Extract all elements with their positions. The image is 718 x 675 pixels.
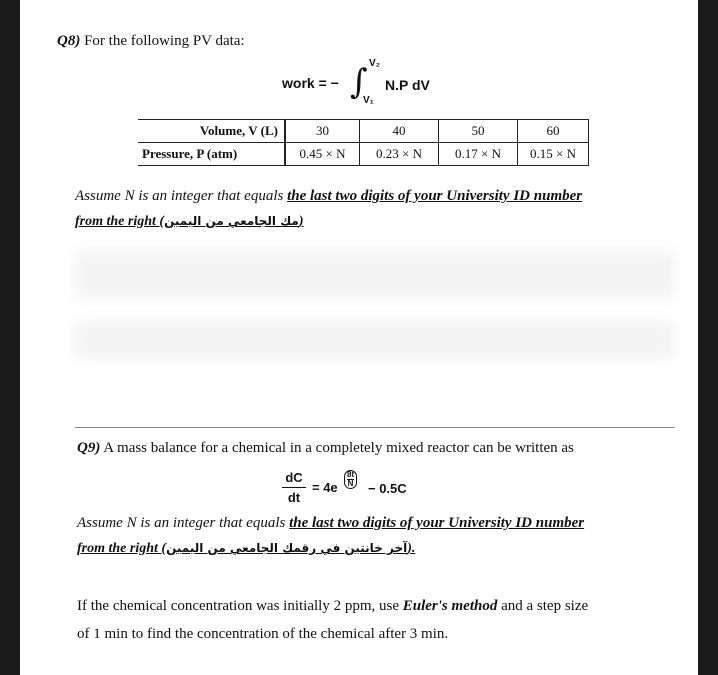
volume-label: Volume, V (L) <box>138 120 285 143</box>
q9-number: Q9) <box>77 440 101 456</box>
eq-rhs-a: = 4e <box>312 480 338 495</box>
pressure-cell: 0.15 × N <box>518 143 589 166</box>
q8-from-right-line <box>75 214 304 230</box>
pressure-cell: 0.17 × N <box>439 143 518 166</box>
pressure-label: Pressure, P (atm) <box>138 143 285 166</box>
eq-fraction-bar <box>282 487 306 488</box>
pressure-cell: 0.23 × N <box>360 143 439 166</box>
q9-arabic-text: آخر خانتين في رقمك الجامعي من اليمين <box>166 541 408 555</box>
q9-task-line1 <box>77 598 588 615</box>
q8-from-right: from the right ( <box>75 214 165 229</box>
eq-exp-num: 8t <box>347 470 355 479</box>
integral-upper-limit: V₂ <box>369 58 381 69</box>
pv-table <box>138 119 589 166</box>
q9-heading <box>77 440 574 457</box>
q9-assume-prefix: Assume N is an integer that equals <box>77 515 290 531</box>
divider <box>75 427 675 428</box>
table-row <box>138 120 589 143</box>
volume-cell: 40 <box>360 120 439 143</box>
blurred-region <box>75 250 675 300</box>
q8-arabic-text: مك الجامعي من اليمين <box>164 214 299 228</box>
q8-prompt: For the following PV data: <box>84 33 245 49</box>
q9-prompt: A mass balance for a chemical in a completely mixed reactor can be written as <box>103 440 574 456</box>
volume-cell: 50 <box>439 120 518 143</box>
eq-rhs-b: − 0.5C <box>368 481 407 496</box>
integrand: N.P dV <box>385 77 430 93</box>
eq-numerator: dC <box>285 470 303 485</box>
blurred-region <box>75 320 675 360</box>
q8-number: Q8) <box>57 33 81 49</box>
q9-from-right: from the right ( <box>77 541 167 556</box>
q9-close: ). <box>407 541 416 556</box>
q9-task-em: Euler's method <box>402 598 498 614</box>
eq-denominator: dt <box>287 490 301 505</box>
integral-lower-limit: V₁ <box>363 95 374 106</box>
q8-assume-line <box>75 188 582 205</box>
q9-assume-underlined: the last two digits of your University ID number <box>289 515 585 531</box>
q9-task-line2: of 1 min to find the concentration of the chemical after 3 min. <box>77 626 449 642</box>
q8-assume-underlined: the last two digits of your University ID number <box>287 188 583 204</box>
document-page <box>20 0 698 675</box>
volume-cell: 60 <box>518 120 589 143</box>
eq-exponent <box>344 470 357 489</box>
integral-sign: ∫ <box>350 62 368 102</box>
volume-cell: 30 <box>285 120 360 143</box>
q9-from-right-line <box>77 541 415 557</box>
q9-task-a: If the chemical concentration was initially 2 ppm, use <box>77 598 403 614</box>
q9-assume-line <box>77 515 584 532</box>
table-row <box>138 143 589 166</box>
work-formula-lhs: work = − <box>282 75 339 91</box>
q8-heading <box>57 33 245 50</box>
eq-exp-den: N <box>347 479 354 488</box>
q9-task-b: and a step size <box>497 598 589 614</box>
q8-assume-prefix: Assume N is an integer that equals <box>75 188 288 204</box>
pressure-cell: 0.45 × N <box>285 143 360 166</box>
q8-close: ) <box>298 214 304 229</box>
